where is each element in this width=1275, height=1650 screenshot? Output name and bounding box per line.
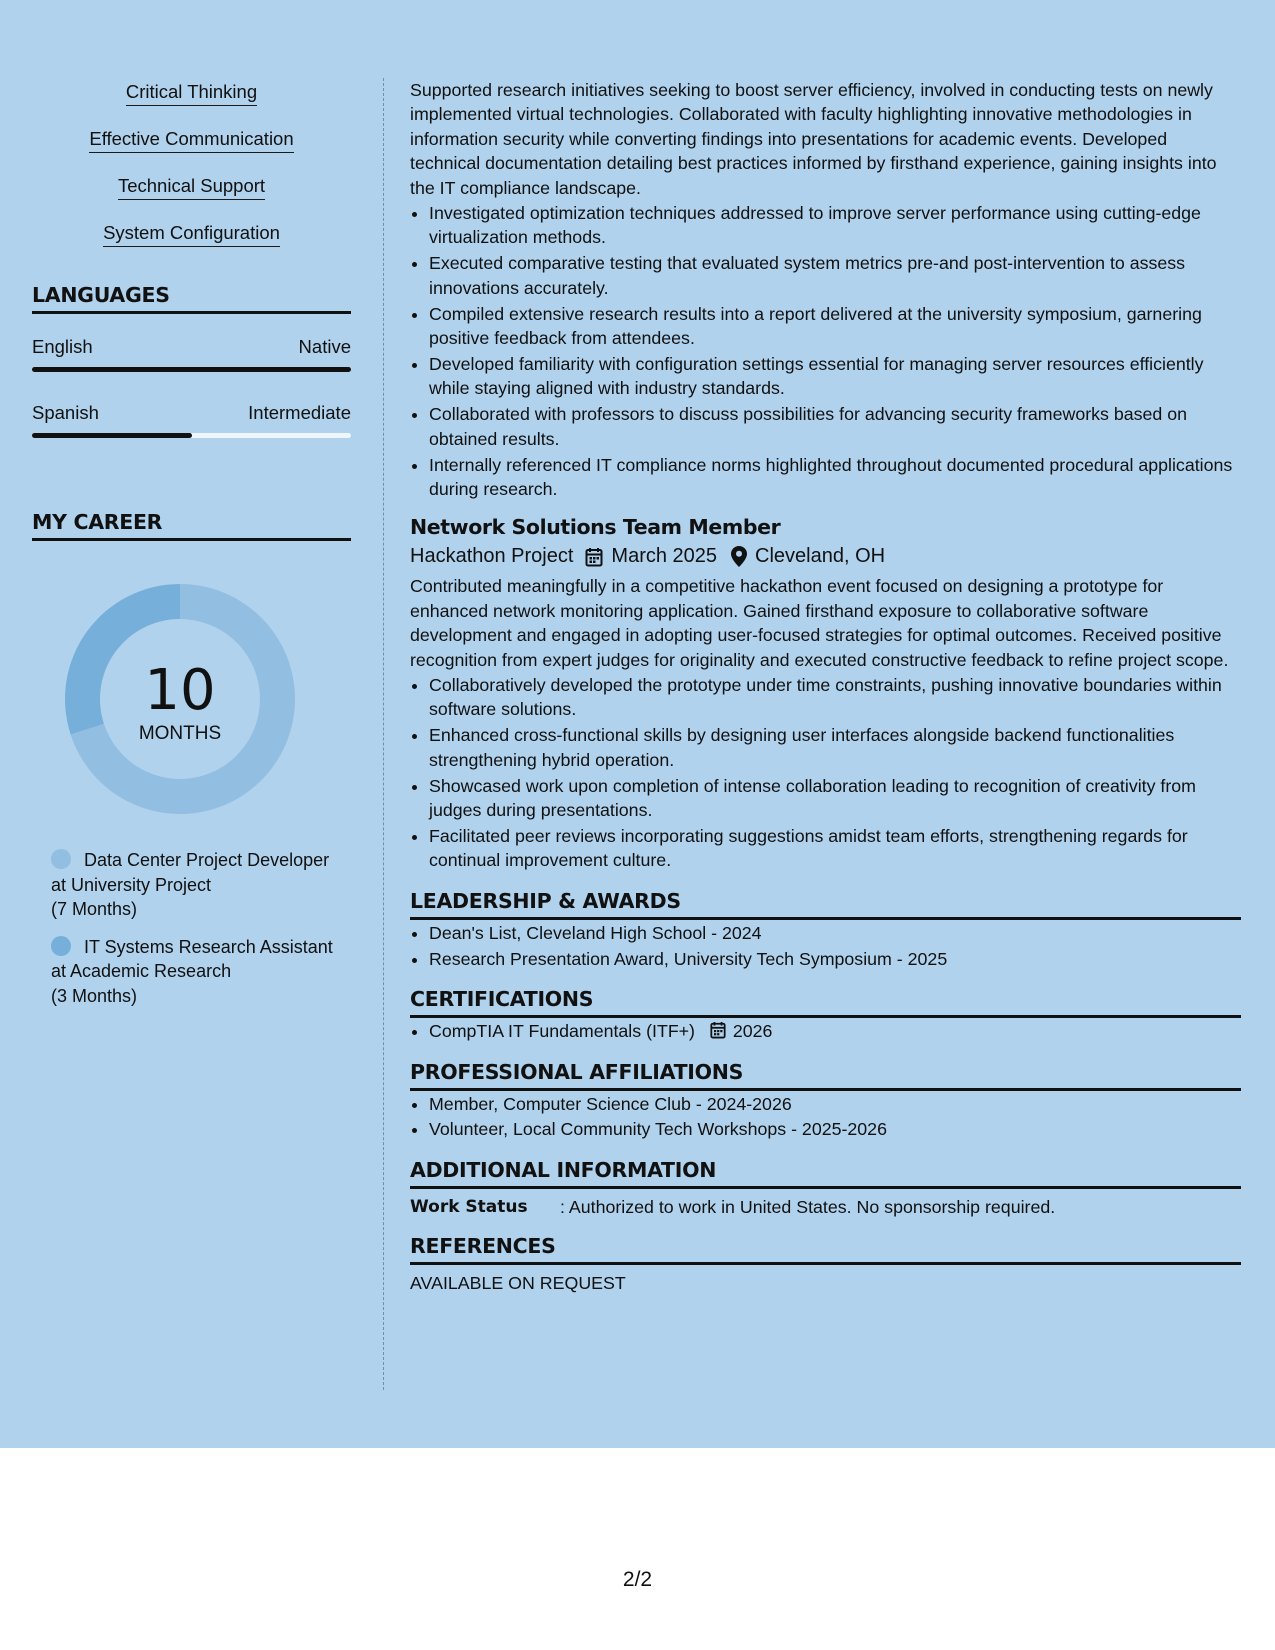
list-item: • Investigated optimization techniques addressed to improve server performance using cutting-edge virtualization methods.: [429, 201, 1241, 250]
donut-center: [65, 584, 295, 814]
job-description: Contributed meaningfully in a competitive hackathon event focused on designing a prototype for enhanced network monitoring application. Gained firsthand exposure to collaborative software development and engaged in adopting user-focused strategies for optimal outcomes. Received positive recognition from expert judges for originality and executed constructive feedback to refine project scope.: [410, 576, 1229, 670]
language-row-spanish: [32, 402, 351, 424]
career-donut-chart: [65, 584, 295, 814]
page-number: 2/2: [622, 1568, 653, 1591]
list-item: • Research Presentation Award, University Tech Symposium - 2025: [429, 947, 1241, 971]
additional-info-heading: ADDITIONAL INFORMATION: [410, 1158, 1241, 1189]
career-total-number: 10: [144, 658, 216, 723]
work-status-row: [410, 1197, 1241, 1218]
affiliations-heading: PROFESSIONAL AFFILIATIONS: [410, 1060, 1241, 1091]
job-details: [410, 574, 1241, 872]
list-item: • Collaborated with professors to discuss possibilities for advancing security frameworks based on obtained results.: [429, 402, 1241, 451]
language-level: Intermediate: [248, 402, 351, 423]
list-item: • Member, Computer Science Club - 2024-2026: [429, 1092, 1241, 1116]
job-org: Hackathon Project: [410, 545, 574, 568]
legend-item: IT Systems Research Assistant at Academic Research (3 Months): [51, 936, 333, 1006]
references-heading: REFERENCES: [410, 1234, 1241, 1265]
career-heading: MY CAREER: [32, 510, 351, 541]
job-meta: [410, 545, 1241, 568]
leadership-heading: LEADERSHIP & AWARDS: [410, 889, 1241, 920]
career-legend: [51, 848, 341, 1008]
list-item: • Compiled extensive research results into a report delivered at the university symposium, garnering positive feedback from attendees.: [429, 302, 1241, 351]
work-status-label: Work Status: [410, 1196, 528, 1217]
language-bar-fill: [32, 367, 351, 372]
column-divider: [383, 78, 384, 1390]
list-item: • Executed comparative testing that evaluated system metrics pre-and post-intervention to assess innovations accurately.: [429, 251, 1241, 300]
skill-item: Technical Support: [32, 174, 351, 200]
legend-item: Data Center Project Developer at University Project (7 Months): [51, 850, 330, 919]
leadership-list: [410, 921, 1241, 971]
language-name: English: [32, 336, 93, 357]
affiliations-list: [410, 1092, 1241, 1142]
list-item: • Showcased work upon completion of intense collaboration leading to recognition of creativity from judges during presentations.: [429, 774, 1241, 823]
cert-year: 2026: [732, 1021, 773, 1042]
job-date: March 2025: [611, 545, 718, 568]
legend-dot: [51, 849, 71, 869]
career-total-unit: MONTHS: [138, 723, 222, 744]
skills-list: [32, 80, 351, 247]
calendar-icon: [585, 547, 603, 567]
experience-intro-bullets: [410, 201, 1241, 501]
location-pin-icon: [731, 546, 747, 567]
list-item: • Developed familiarity with configuration settings essential for managing server resources efficiently while staying aligned with industry standards.: [429, 352, 1241, 401]
calendar-icon: [710, 1021, 726, 1039]
experience-intro: Supported research initiatives seeking to boost server efficiency, involved in conducting tests on newly implemented virtual technologies. Collaborated with faculty highlighting innovative methodologies in information security while converting findings into presentations for academic events. Developed technical documentation detailing best practices informed by firsthand experience, gaining insights into the IT compliance landscape.: [410, 80, 1217, 198]
references-text: AVAILABLE ON REQUEST: [410, 1272, 626, 1293]
language-level: Native: [298, 336, 351, 357]
cert-name: CompTIA IT Fundamentals (ITF+): [429, 1021, 695, 1042]
list-item: • Enhanced cross-functional skills by designing user interfaces alongside backend functionalities strengthening hybrid operation.: [429, 723, 1241, 772]
sidebar: [32, 80, 351, 1021]
job-location: Cleveland, OH: [755, 545, 886, 568]
list-item: [429, 1019, 1241, 1043]
list-item: • Volunteer, Local Community Tech Workshops - 2025-2026: [429, 1117, 1241, 1141]
job-title: Network Solutions Team Member: [410, 515, 781, 540]
main-column: [410, 78, 1241, 1294]
skill-item: Effective Communication: [32, 127, 351, 153]
language-name: Spanish: [32, 402, 99, 423]
list-item: • Dean's List, Cleveland High School - 2024: [429, 921, 1241, 945]
language-row-english: [32, 336, 351, 358]
skill-item: System Configuration: [32, 221, 351, 247]
list-item: • Facilitated peer reviews incorporating suggestions amidst team efforts, strengthening regards for continual improvement culture.: [429, 824, 1241, 873]
list-item: • Collaboratively developed the prototype under time constraints, pushing innovative boundaries within software solutions.: [429, 673, 1241, 722]
language-bar-english: [32, 367, 351, 372]
certifications-list: [410, 1019, 1241, 1043]
languages-heading: LANGUAGES: [32, 283, 351, 314]
legend-dot: [51, 936, 71, 956]
skill-item: Critical Thinking: [32, 80, 351, 106]
language-bar-fill: [32, 433, 192, 438]
work-status-value: : Authorized to work in United States. No sponsorship required.: [560, 1196, 1056, 1217]
certifications-heading: CERTIFICATIONS: [410, 987, 1241, 1018]
list-item: • Internally referenced IT compliance norms highlighted throughout documented procedural applications during research.: [429, 453, 1241, 502]
job-bullets: [410, 673, 1241, 873]
language-bar-spanish: [32, 433, 351, 438]
